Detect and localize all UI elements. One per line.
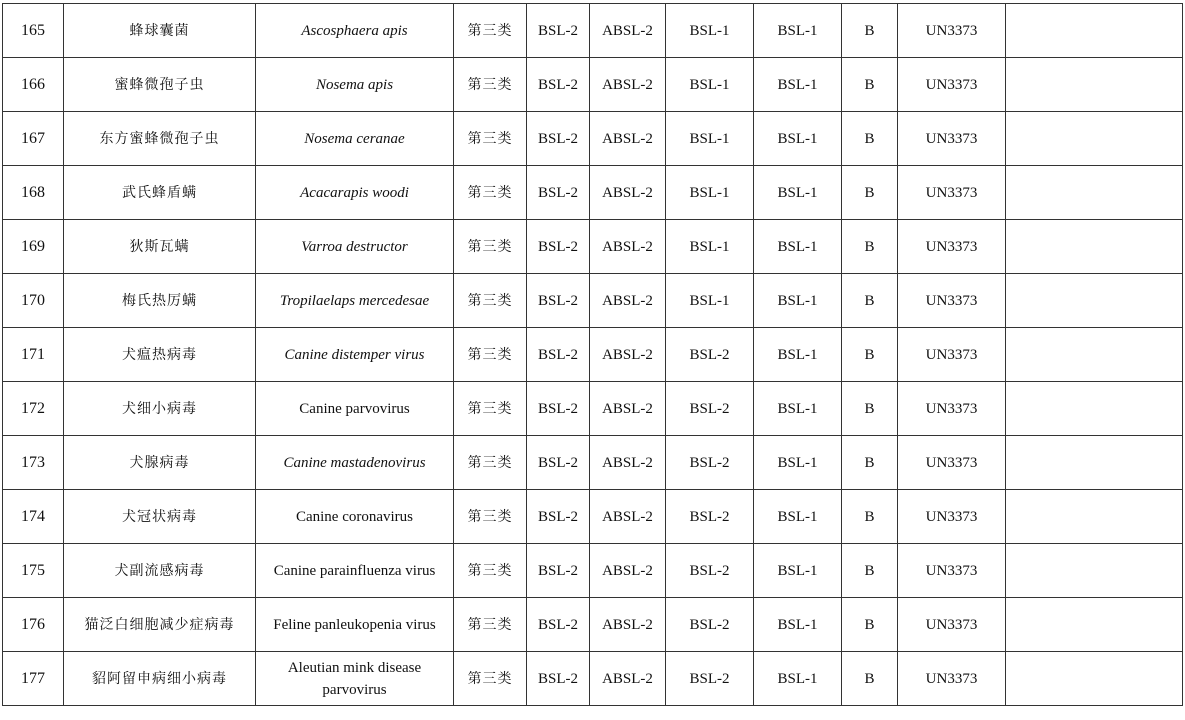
animal-lab-level-cell: ABSL-2: [590, 220, 666, 274]
un-number-cell: UN3373: [898, 166, 1006, 220]
lab-level-c-cell: BSL-1: [754, 328, 842, 382]
animal-lab-level-cell: ABSL-2: [590, 112, 666, 166]
un-number-cell: UN3373: [898, 598, 1006, 652]
lab-level-a-cell: BSL-2: [527, 58, 590, 112]
lab-level-a-cell: BSL-2: [527, 328, 590, 382]
animal-lab-level-cell: ABSL-2: [590, 382, 666, 436]
remarks-cell: [1006, 544, 1183, 598]
latin-name-cell: Canine parainfluenza virus: [256, 544, 454, 598]
chinese-name-cell: 犬细小病毒: [64, 382, 256, 436]
chinese-name-cell: 犬瘟热病毒: [64, 328, 256, 382]
lab-level-a-cell: BSL-2: [527, 544, 590, 598]
remarks-cell: [1006, 382, 1183, 436]
transport-class-cell: B: [842, 652, 898, 706]
chinese-name-cell: 狄斯瓦螨: [64, 220, 256, 274]
transport-class-cell: B: [842, 328, 898, 382]
row-number-cell: 170: [3, 274, 64, 328]
animal-lab-level-cell: ABSL-2: [590, 544, 666, 598]
lab-level-b-cell: BSL-1: [666, 274, 754, 328]
latin-name-cell: Nosema ceranae: [256, 112, 454, 166]
lab-level-c-cell: BSL-1: [754, 4, 842, 58]
table-row: [3, 220, 1183, 274]
transport-class-cell: B: [842, 382, 898, 436]
remarks-cell: [1006, 220, 1183, 274]
lab-level-b-cell: BSL-1: [666, 112, 754, 166]
table-row: [3, 166, 1183, 220]
latin-name-cell: Canine mastadenovirus: [256, 436, 454, 490]
hazard-category-cell: 第三类: [454, 274, 527, 328]
lab-level-b-cell: BSL-1: [666, 166, 754, 220]
lab-level-a-cell: BSL-2: [527, 112, 590, 166]
lab-level-a-cell: BSL-2: [527, 166, 590, 220]
transport-class-cell: B: [842, 166, 898, 220]
row-number-cell: 167: [3, 112, 64, 166]
un-number-cell: UN3373: [898, 436, 1006, 490]
row-number-cell: 166: [3, 58, 64, 112]
hazard-category-cell: 第三类: [454, 436, 527, 490]
animal-lab-level-cell: ABSL-2: [590, 598, 666, 652]
transport-class-cell: B: [842, 112, 898, 166]
remarks-cell: [1006, 58, 1183, 112]
table-row: [3, 382, 1183, 436]
lab-level-a-cell: BSL-2: [527, 490, 590, 544]
lab-level-c-cell: BSL-1: [754, 652, 842, 706]
animal-lab-level-cell: ABSL-2: [590, 274, 666, 328]
lab-level-c-cell: BSL-1: [754, 166, 842, 220]
transport-class-cell: B: [842, 490, 898, 544]
un-number-cell: UN3373: [898, 544, 1006, 598]
hazard-category-cell: 第三类: [454, 652, 527, 706]
lab-level-b-cell: BSL-1: [666, 4, 754, 58]
latin-name-cell: Varroa destructor: [256, 220, 454, 274]
un-number-cell: UN3373: [898, 112, 1006, 166]
latin-name-cell: Acacarapis woodi: [256, 166, 454, 220]
lab-level-c-cell: BSL-1: [754, 544, 842, 598]
row-number-cell: 169: [3, 220, 64, 274]
chinese-name-cell: 武氏蜂盾螨: [64, 166, 256, 220]
hazard-category-cell: 第三类: [454, 166, 527, 220]
transport-class-cell: B: [842, 58, 898, 112]
chinese-name-cell: 猫泛白细胞减少症病毒: [64, 598, 256, 652]
hazard-category-cell: 第三类: [454, 328, 527, 382]
un-number-cell: UN3373: [898, 220, 1006, 274]
remarks-cell: [1006, 4, 1183, 58]
lab-level-a-cell: BSL-2: [527, 652, 590, 706]
animal-lab-level-cell: ABSL-2: [590, 652, 666, 706]
un-number-cell: UN3373: [898, 382, 1006, 436]
lab-level-a-cell: BSL-2: [527, 274, 590, 328]
row-number-cell: 174: [3, 490, 64, 544]
table-row: [3, 112, 1183, 166]
lab-level-b-cell: BSL-2: [666, 490, 754, 544]
table-row: [3, 544, 1183, 598]
animal-lab-level-cell: ABSL-2: [590, 4, 666, 58]
lab-level-c-cell: BSL-1: [754, 112, 842, 166]
table-row: [3, 4, 1183, 58]
transport-class-cell: B: [842, 220, 898, 274]
lab-level-b-cell: BSL-2: [666, 652, 754, 706]
chinese-name-cell: 蜂球囊菌: [64, 4, 256, 58]
un-number-cell: UN3373: [898, 652, 1006, 706]
row-number-cell: 176: [3, 598, 64, 652]
table-row: [3, 652, 1183, 706]
chinese-name-cell: 犬腺病毒: [64, 436, 256, 490]
transport-class-cell: B: [842, 598, 898, 652]
transport-class-cell: B: [842, 4, 898, 58]
hazard-category-cell: 第三类: [454, 544, 527, 598]
animal-lab-level-cell: ABSL-2: [590, 328, 666, 382]
lab-level-a-cell: BSL-2: [527, 598, 590, 652]
remarks-cell: [1006, 652, 1183, 706]
remarks-cell: [1006, 490, 1183, 544]
remarks-cell: [1006, 598, 1183, 652]
lab-level-a-cell: BSL-2: [527, 382, 590, 436]
lab-level-a-cell: BSL-2: [527, 436, 590, 490]
un-number-cell: UN3373: [898, 490, 1006, 544]
lab-level-b-cell: BSL-2: [666, 598, 754, 652]
un-number-cell: UN3373: [898, 58, 1006, 112]
un-number-cell: UN3373: [898, 4, 1006, 58]
lab-level-c-cell: BSL-1: [754, 490, 842, 544]
hazard-category-cell: 第三类: [454, 598, 527, 652]
lab-level-c-cell: BSL-1: [754, 220, 842, 274]
un-number-cell: UN3373: [898, 274, 1006, 328]
lab-level-b-cell: BSL-2: [666, 328, 754, 382]
animal-lab-level-cell: ABSL-2: [590, 436, 666, 490]
row-number-cell: 172: [3, 382, 64, 436]
lab-level-a-cell: BSL-2: [527, 4, 590, 58]
remarks-cell: [1006, 274, 1183, 328]
hazard-category-cell: 第三类: [454, 490, 527, 544]
lab-level-b-cell: BSL-2: [666, 382, 754, 436]
pathogen-table: [2, 3, 1183, 706]
lab-level-c-cell: BSL-1: [754, 598, 842, 652]
latin-name-cell: Feline panleukopenia virus: [256, 598, 454, 652]
latin-name-cell: Canine parvovirus: [256, 382, 454, 436]
table-row: [3, 490, 1183, 544]
animal-lab-level-cell: ABSL-2: [590, 58, 666, 112]
row-number-cell: 177: [3, 652, 64, 706]
animal-lab-level-cell: ABSL-2: [590, 490, 666, 544]
chinese-name-cell: 东方蜜蜂微孢子虫: [64, 112, 256, 166]
hazard-category-cell: 第三类: [454, 58, 527, 112]
chinese-name-cell: 犬冠状病毒: [64, 490, 256, 544]
latin-name-cell: Nosema apis: [256, 58, 454, 112]
row-number-cell: 165: [3, 4, 64, 58]
chinese-name-cell: 蜜蜂微孢子虫: [64, 58, 256, 112]
un-number-cell: UN3373: [898, 328, 1006, 382]
row-number-cell: 173: [3, 436, 64, 490]
transport-class-cell: B: [842, 274, 898, 328]
lab-level-a-cell: BSL-2: [527, 220, 590, 274]
row-number-cell: 171: [3, 328, 64, 382]
lab-level-c-cell: BSL-1: [754, 382, 842, 436]
lab-level-b-cell: BSL-1: [666, 220, 754, 274]
table-row: [3, 58, 1183, 112]
remarks-cell: [1006, 166, 1183, 220]
latin-name-cell: Ascosphaera apis: [256, 4, 454, 58]
animal-lab-level-cell: ABSL-2: [590, 166, 666, 220]
lab-level-b-cell: BSL-1: [666, 58, 754, 112]
chinese-name-cell: 犬副流感病毒: [64, 544, 256, 598]
lab-level-b-cell: BSL-2: [666, 436, 754, 490]
latin-name-cell: Tropilaelaps mercedesae: [256, 274, 454, 328]
latin-name-cell: Aleutian mink disease parvovirus: [256, 652, 454, 706]
table-row: [3, 328, 1183, 382]
row-number-cell: 168: [3, 166, 64, 220]
lab-level-c-cell: BSL-1: [754, 58, 842, 112]
table-row: [3, 598, 1183, 652]
hazard-category-cell: 第三类: [454, 220, 527, 274]
lab-level-c-cell: BSL-1: [754, 274, 842, 328]
hazard-category-cell: 第三类: [454, 4, 527, 58]
row-number-cell: 175: [3, 544, 64, 598]
remarks-cell: [1006, 112, 1183, 166]
transport-class-cell: B: [842, 436, 898, 490]
remarks-cell: [1006, 328, 1183, 382]
lab-level-c-cell: BSL-1: [754, 436, 842, 490]
table-row: [3, 274, 1183, 328]
transport-class-cell: B: [842, 544, 898, 598]
table-row: [3, 436, 1183, 490]
hazard-category-cell: 第三类: [454, 382, 527, 436]
chinese-name-cell: 梅氏热厉螨: [64, 274, 256, 328]
lab-level-b-cell: BSL-2: [666, 544, 754, 598]
remarks-cell: [1006, 436, 1183, 490]
chinese-name-cell: 貂阿留申病细小病毒: [64, 652, 256, 706]
table-body: [3, 4, 1183, 706]
latin-name-cell: Canine coronavirus: [256, 490, 454, 544]
latin-name-cell: Canine distemper virus: [256, 328, 454, 382]
hazard-category-cell: 第三类: [454, 112, 527, 166]
